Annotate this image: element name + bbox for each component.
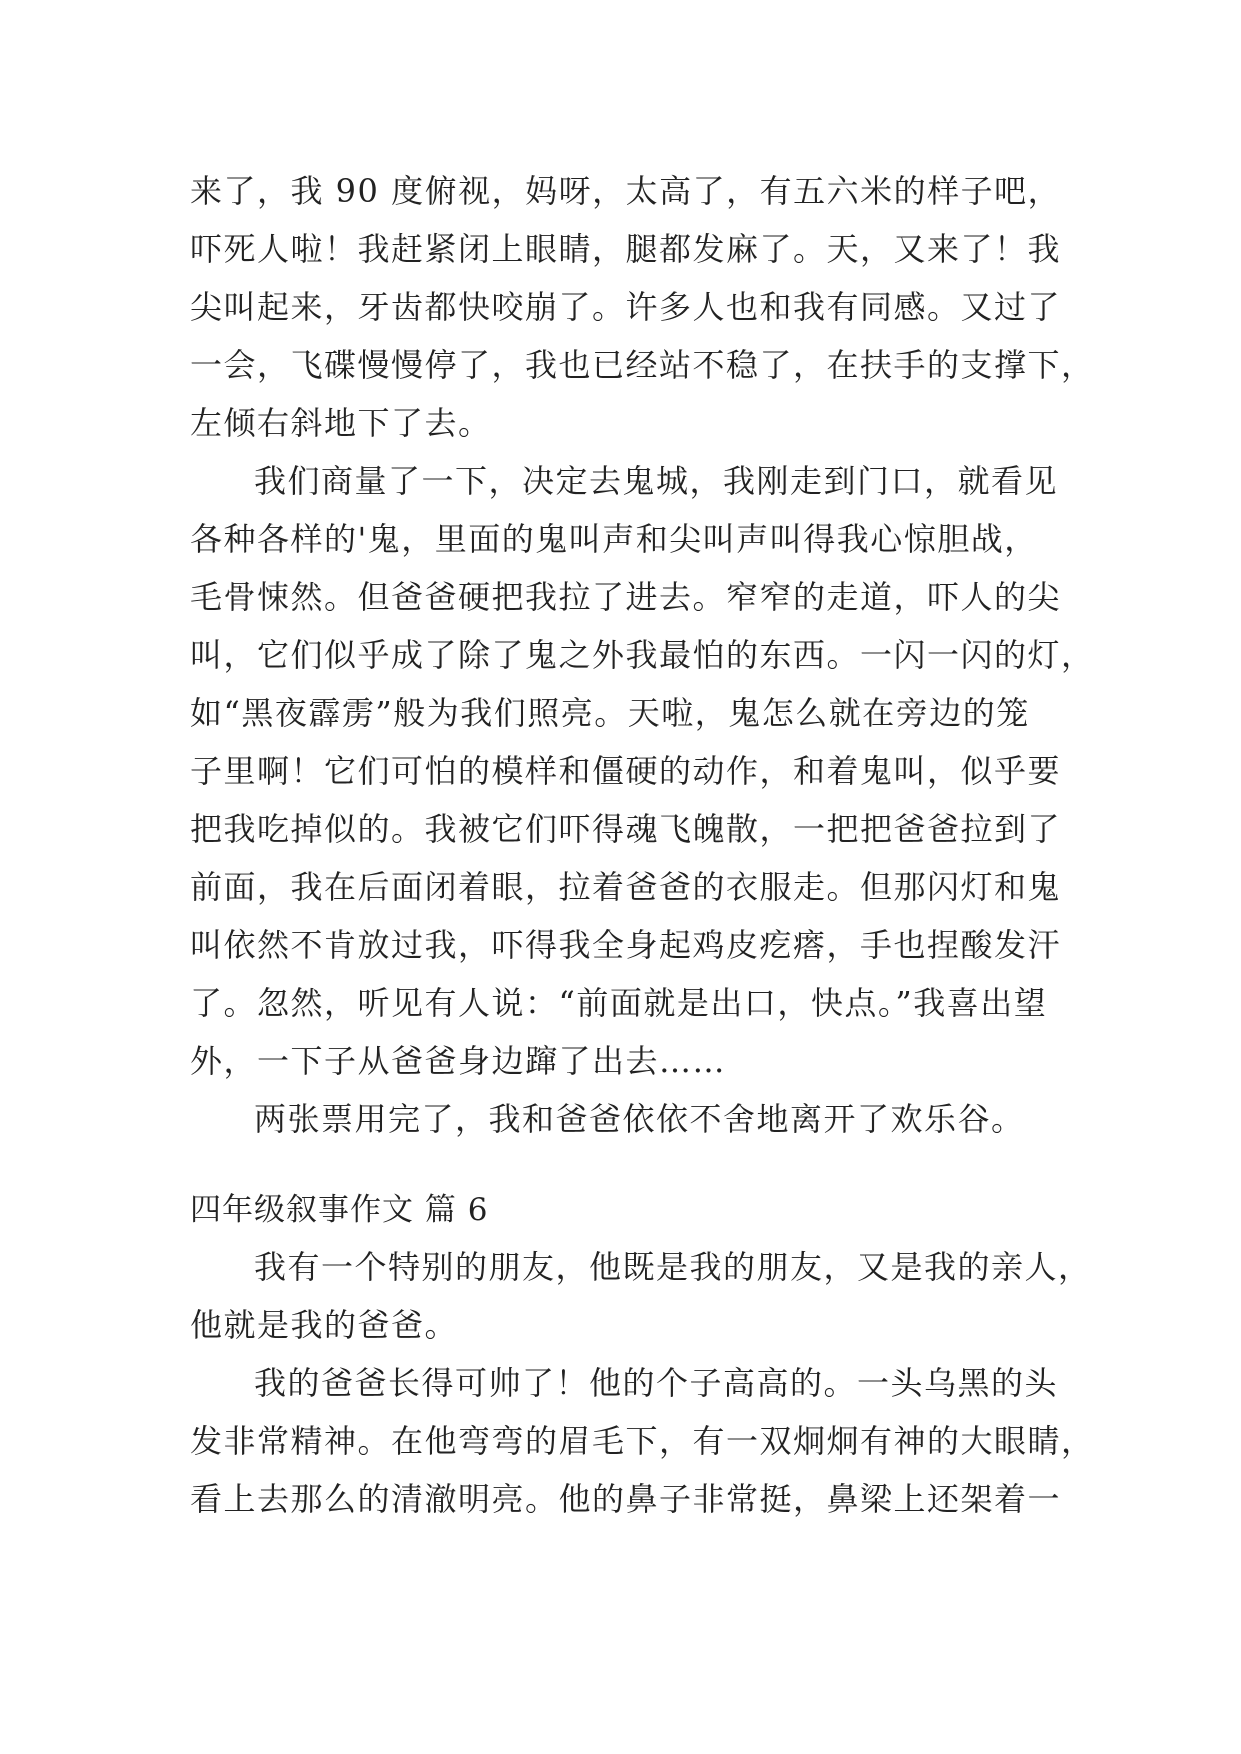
text-line: 叫依然不肯放过我，吓得我全身起鸡皮疙瘩，手也捏酸发汗 xyxy=(190,926,1062,964)
text-line: 了。忽然，听见有人说：“前面就是出口，快点。”我喜出望 xyxy=(190,984,1048,1022)
text-line: 我们商量了一下，决定去鬼城，我刚走到门口，就看见 xyxy=(254,462,1059,500)
text-line: 我有一个特别的朋友，他既是我的朋友，又是我的亲人， xyxy=(254,1248,1092,1286)
paragraph-end xyxy=(190,1090,1050,1148)
text-line: 我的爸爸长得可帅了！他的个子高高的。一头乌黑的头 xyxy=(254,1364,1059,1402)
text-line: 把我吃掉似的。我被它们吓得魂飞魄散，一把把爸爸拉到了 xyxy=(190,810,1062,848)
text-line: 尖叫起来，牙齿都快咬崩了。许多人也和我有同感。又过了 xyxy=(190,288,1062,326)
paragraph-father xyxy=(190,1354,1095,1528)
paragraph-continued xyxy=(190,162,1095,452)
text-line: 看上去那么的清澈明亮。他的鼻子非常挺，鼻梁上还架着一 xyxy=(190,1480,1062,1518)
text-line: 子里啊！它们可怕的模样和僵硬的动作，和着鬼叫，似乎要 xyxy=(190,752,1062,790)
text-line: 吓死人啦！我赶紧闭上眼睛，腿都发麻了。天，又来了！我 xyxy=(190,230,1062,268)
paragraph-ghost-city xyxy=(190,452,1095,1090)
text-line: 左倾右斜地下了去。 xyxy=(190,404,492,442)
text-line: 发非常精神。在他弯弯的眉毛下，有一双炯炯有神的大眼睛， xyxy=(190,1422,1095,1460)
text-line: 他就是我的爸爸。 xyxy=(190,1306,459,1344)
text-line: 各种各样的'鬼，里面的鬼叫声和尖叫声叫得我心惊胆战， xyxy=(190,520,1038,558)
section-gap xyxy=(190,1148,1050,1182)
text-line: 两张票用完了，我和爸爸依依不舍地离开了欢乐谷。 xyxy=(254,1100,1025,1138)
text-line: 叫，它们似乎成了除了鬼之外我最怕的东西。一闪一闪的灯， xyxy=(190,636,1095,674)
document-body xyxy=(190,162,1095,1528)
text-line: 一会，飞碟慢慢停了，我也已经站不稳了，在扶手的支撑下， xyxy=(190,346,1095,384)
text-line: 毛骨悚然。但爸爸硬把我拉了进去。窄窄的走道，吓人的尖 xyxy=(190,578,1062,616)
paragraph-friend xyxy=(190,1238,1092,1354)
text-line: 如“黑夜霹雳”般为我们照亮。天啦，鬼怎么就在旁边的笼 xyxy=(190,694,1030,732)
section-heading: 四年级叙事作文 篇 6 xyxy=(190,1192,489,1228)
text-line: 前面，我在后面闭着眼，拉着爸爸的衣服走。但那闪灯和鬼 xyxy=(190,868,1062,906)
text-line: 来了，我 90 度俯视，妈呀，太高了，有五六米的样子吧， xyxy=(190,172,1062,210)
text-line: 外，一下子从爸爸身边蹿了出去…… xyxy=(190,1042,727,1080)
